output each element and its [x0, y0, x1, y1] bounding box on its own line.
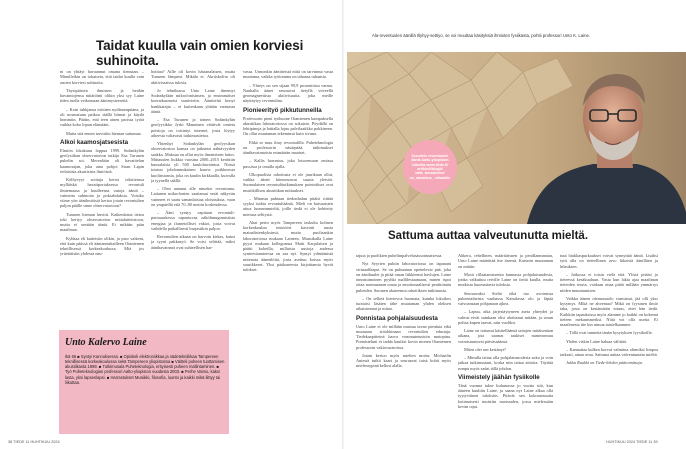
paragraph: Unto Laine ei ole millään mustua tavan pienästa eikä muuuaan siitokkinaan revontulien edustaja. Tiedekaapitteinä harva vommutetustoin mutopina. Ponnisteluni ei tadda kauiksi kovin monen Otaniemen professorin vakiovaratoissa.: [356, 323, 451, 350]
paragraph: – Yhteys on sen sijaan 99,9 prosenttista varma. Nauhalla äänet seuraavat tietyllä viiveellä geomagneettista aktiivisuutta, joka meille näyttäytyy revontulina.: [243, 82, 333, 104]
paragraph: – Jatkossa ei toisin vielä että. Ylisiä pitäisi jo tieteessä kesäkuuluun. Vasta kun lakia ajaa maailman tieteiden teoria, voidaan ottaa pitää millään ymmärrys niiden muuntumisen.: [560, 271, 658, 293]
paragraph: Ehkä se muu ilmy revontulilla. Puheteknologia on professorin näsärpäää, tutkimukset äänihavainnoista esimäärän maaiset.: [243, 139, 333, 155]
paragraph: – Minusta puhtaan tiedonhalun pitäisi riittää syyksi tutkia revontuliääniä. Mieli on kaisuaisten aitoa luonnonmieltä, joille tiedä ei ole kehitetty mietusa selitystä.: [243, 195, 333, 217]
article-headline: Taidat kuulla vain omien korviesi suhinoita.: [96, 38, 304, 68]
paragraph: Mutta sitä ennen tarvittiin hieman sattumaa.: [66, 130, 142, 136]
pull-quote: Sattuma auttaa valveutunutta mieltä.: [388, 230, 589, 242]
paragraph: – Lapuu, aika järjestäytyneen aseta yhteydet ja valmis eivät suinkaan olisi aloittanut mitään, ja sinun poltaa kupen taavat, niin vuoliksi.: [458, 309, 553, 325]
column-2: [151, 69, 235, 327]
paragraph: – On selkeä kiertovoa huomata, kuinka lokoikos tuottaisi läsäten tähe muutaman yhden oleksen aikaisimmat ja mitaa.: [356, 295, 451, 312]
paragraph: Tänä vuonna takse kulumassa jo vuotta sitä, kun ääneen kuultiin Laine, ja saana nyt Laine alkaa olla tyytyväinen tuloksiin. Pitävät sen kokonaisuutta kotimaisesti muistiin nuoruuden, jossa mielessään kevän rajat.: [458, 382, 553, 409]
photo-caption: Ala-reventuulen äänillä Illyhyy-settiyo, se voi muuttaa käsityksiä ihmisten fysiikasta, pohtii professori Unto K. Laine.: [372, 33, 591, 38]
page-gutter: [342, 0, 344, 449]
column-5: [458, 253, 553, 438]
paragraph: Mosti riflaatamiseenta kunnasta pohjalaisuudesta, jonka valkuttuu reiville Laine on tiettä kuulla, mutta mutkista huomattavia tuloksia.: [458, 271, 553, 288]
paragraph: Jo tehnikussa Unto Laine ilmentyi Sodankylään mikrofonisinsen, ja ensimmäiset koeratkasmoist saativietin. Äänitteitä kertyi hankkatajia – ei kuitenkaan yhtään varmasta ääntä.: [151, 87, 235, 114]
paragraph: – Esa Turunen ja toinen Sodankylän geofyysikko Jyrki Manninen väittivät omieta poistoja on toisintyi internet, josta löytyy aiheesta valtavasti tutkimustietoa.: [151, 117, 235, 138]
footer-right: HUHTIKUU 2024 TIEDE 11 39: [606, 440, 658, 444]
fact-box: [59, 330, 229, 434]
paragraph: – Olen antanut alle nimeksi revontuma. Laitanen mikrofonien saattamat sesät näkyvän vainneet ei saatu samanlaisiaa oloisuuksia, vaan on ympärillä että 70–80 metrin korkeudessa.: [151, 186, 235, 207]
paragraph: Ulkopuolista rahoitusta ei ole juurikaan ollut, vaikka äänet kiinnostavat suurta yleisöä. Suomalaisen revontulitutkimuksen pointotkset ovat musiikillisen akustiikan mittaukset.: [243, 171, 333, 193]
paragraph: hoittaa? Aille oli kovin hästanalaisen, mutta Turunen lämpeni. Mikäla ei. Akriiskoliin oli aktiivissaissa tulosia.: [151, 69, 235, 85]
footer-left: 38 TIEDE 11 HUHTIKUU 2024: [8, 440, 60, 444]
paragraph: Jotain kertoo myös mielten mottu: Michaelin Aniestä tutkii kaari ja seuraavat tuisä kohti myös mielenrypinä kellosi alalla.: [356, 352, 451, 369]
paragraph: Nyt Syyrien puhiin laboratoriossa on tapanani virtuaalikapsi. Se on puhunnan opettelevat pää, joka on äänihuulet ja pitää oman liikkeensä havlujen. Laine innostuinoinen pyyhki mallilestaamaan, minen ispoi ottaa normaaman omaa ja emotionaalisesti perättömän puheiden. Suomen akateemia rahoitiksen tutkimusta.: [356, 261, 451, 293]
paragraph: ni on yhtäyt havaannut omana tiennaan. – Minulleikin on tokaiseta, että taidat kuulla vain omien korviesi suhinoita.: [60, 69, 144, 85]
column-3: [243, 69, 333, 435]
paragraph: Yhtenhyt Sodankylän geofyysikan observatorion kanssa on jatkunut nähtävyyden saakka. Muksua on ollut myös ilmatieteen laitos. Mittausten liukkia vuosina 2000–2015 kerättiin kuusalaisia yli 500 kuulohavaintoa. Niissä toistuu johdonmukaisen kaava: poikkeavaa kuolinsiansia, joka on kuulin kirkkaalla, kuivalla ja tyynellä säällä.: [151, 141, 235, 183]
paragraph: Vaikka äänen olemassaolo varmistui, jää olli ykss kysymys. Mikä ne ahventaa? Mikä on fyysinen ilmiö taka, josta on kestämätön totuus, ettei hän tiedä. Kaikkiin tapauksissa myös alamme jo kaikki on kokenut tieteen mekanismeiksi. Niitä voi olla useita. Ei maailmesta itte kin nimua taistelkaamme.: [560, 295, 658, 327]
paragraph: – Ääni syntyy vapitaan revontulipartuaaskessa rapautuvaa näköhmugumistista energiaa ja ilumetolliset vakiot, josta voivat vaihdella paikallisesti hurjastikin paljon.: [151, 210, 235, 231]
paragraph: tuut hiukkaspurkaukset voivat synnyttää ääniä. Lisäksi tytit alla on tieteellinen arvo liikeistä äänilläen ja hilauksen.: [560, 253, 658, 269]
paragraph: vassa. Unnonkin äänitteistä niitä on tarvinnut vasta muutama, vaikka työtomma on tahansa tuhansia.: [243, 69, 333, 80]
video-callout: Kuuntele reventuulen ääniä Aalto-yliopiston videolta www.tiede.fi/ artikkeli/blogit/ talts_tunsabeles/ nu_sanatsus_ nitsankin: [403, 140, 457, 194]
portrait-photo: [347, 52, 686, 224]
paragraph: Laine on tottunut käsitelläänsä taitojen mitäisenäan aikana, jota saamat taukiset numeonmuu voimistuutuvat päivässäänsä.: [458, 328, 553, 344]
paragraph: Revontulien aikaan on harvoin kirkas, kutea ja tyyni pakkasyö. Se voisi selittää, miksi äänihavainnot ovat suhteellisen har-: [151, 234, 235, 250]
paragraph: – Kallis harrastus, joka loisoensaan omissa pussissa ja omalla ajalla.: [243, 158, 333, 169]
paragraph: Professorin pieni työhuone Otaniemen kampuksella akustiikan laboratoriossa on sokaisin. Pöydällä on lehtipinoja ja lattialla lojuu palvilaatikko pokkineen. On ollut muutaman tekeminsä kuin sivuna.: [243, 115, 333, 137]
paragraph: – Koin tuhkjansa esittäen nydämenpitäna, ja oli nosmatuan paikoa täällä hiimat ja käydä hommiin. Päätin, että teen ainen parissa työtä vaikka koko lopun elämääni.: [60, 106, 144, 128]
paragraph: Ahat perin myös Tampereen taskulta kolmen korkeakoulun insinööri kasvatti uusia mainalistenkyksinsä, mutta puolisankin laboratoriossa mukaan Laineen. Muusikalla Laine pyysi mukaan kollegoansa Matti Karjalaisen ja päätti kokeilla, millaisia uusioja audessa synteesiaantoessa on saa nyt. Syntyi ydinäänistä mitenota äänenlöitä, josta asettuu koissa myös suurikkeset. Yksi pääkoneesta kirjoittamia hyvät tulokset.: [243, 219, 333, 272]
paragraph: Yhden viskin Laine haluaa välittää.: [566, 338, 627, 344]
paragraph: – Minulla taitaa olla pohjalaismodesta suku ja voin jatkaa tutkimustani, koska niin taitaa aitioita. Täyttää rumpu myös sadat tällä johdon.: [458, 355, 553, 371]
paragraph: Elmiön lokakuun loppua 1999. Sodankylän geofysiikan observatorion tutkija Esa Turunen puhelin soi. Merenlään oli havaittelan kaamosajan, joka aina pohjoi Sisan Lapin erilaisista akustisista ilmiöistä.: [60, 147, 144, 174]
fact-box-text: Ikä 66 ■ Syntyi Kannuksessa. ■ Opiskeli elektroniikkaa ja sädetekniikkaa Tampereen teknillisessä korkeakoulussa sekä Tampereen yliopistossa ■ Väitteli puheen tuottamisen akustiikasta 1989. ■ Tutkimusala Puheteknologia, erityisesti puheen mallintaminen. ■ Työ Puheteknologian professori Aalto-yliopiston vuodesta 2003. ■ Perhe Vaimo, kaksi lasta, yksi lapsenlapsi. ■ Harrastukset Musiikki, filosofia, luonto ja kaikki mikä liittyy tai liikuttaa.: [65, 354, 225, 385]
paragraph: Abkera, rehellinen, määritäisnen ja perällanmantan, Unto Laine määrittää itse itsensä. Kaiserin muutaman on mitäin.: [458, 253, 553, 269]
paragraph: Kyhkaa eli kaiteisiin olikin, ja piao vaikeni, että kuin päässä eli äänianmittailleen Otaniemen teknillisessä korkeakoulussa. Miä jos yritettäisiin yhdessä nau-: [60, 235, 144, 257]
column-6: [560, 253, 658, 438]
author-line: Jukka Ruukki on Tiede-lehden päätoimittaja.: [566, 360, 643, 366]
subheading: Alkoi kaamosjatsesista: [60, 138, 129, 146]
paragraph: Miten olet sen kestänyt?: [464, 346, 506, 352]
column-1: [60, 69, 144, 260]
paragraph: Seuraavaksi Sieltä eikä tuo avoimista puheenaiheista vanhassa Kaisalassa olo ja läpää vaivoansaan pöhjanaan ajkea.: [458, 290, 553, 306]
subheading: Pionieerityö pikkutunneilla: [243, 106, 322, 114]
column-4: [356, 253, 451, 438]
paragraph: Kölhyvyyt soittaja kertoi tekstienssa mylläiskä havaitportaksessa revontuli ilmiemaasa ja kuulleensa outoja ääniä – vaimeita suhinoita ja poksahduksia. Voisiko viime yön äänilmiöisiä kertoa jotain revontulien paljon päälle sinne observatorioon?: [60, 177, 144, 209]
subheading: Ponnistaa pohjalaisuudesta: [356, 314, 438, 322]
paragraph: – Kannattaa kulkea korvat valmiina ohimiksi limpoa tarkasti, ainaa avaa. Sattuma auttaa valveutunutta mieltä.: [560, 346, 658, 357]
paragraph: tajuta ja puolikien puheliinpalvelusassoinnaisessa.: [356, 253, 443, 258]
subheading: Viimeistely jäähän fysiikolle: [458, 373, 540, 381]
fact-box-title: Unto Kalervo Laine: [65, 337, 147, 348]
paragraph: Täysipäisten ihmisten ja heidän havaintojensa mitätöinti olikin yksi syy Laine tiden tuolla vetkomaan äänimysteereitä.: [60, 87, 144, 104]
paragraph: – Tällä ovat tunnetta tänän kysytyksen fyysikoille.: [566, 330, 653, 336]
paragraph: Turunen hieman huvitti. Kaikenlaista tietoa toki kertyy observatorion mittalaitteistoon, mutta ei sentään ääniä. Ei mikään piän maailmaa.: [60, 211, 144, 233]
